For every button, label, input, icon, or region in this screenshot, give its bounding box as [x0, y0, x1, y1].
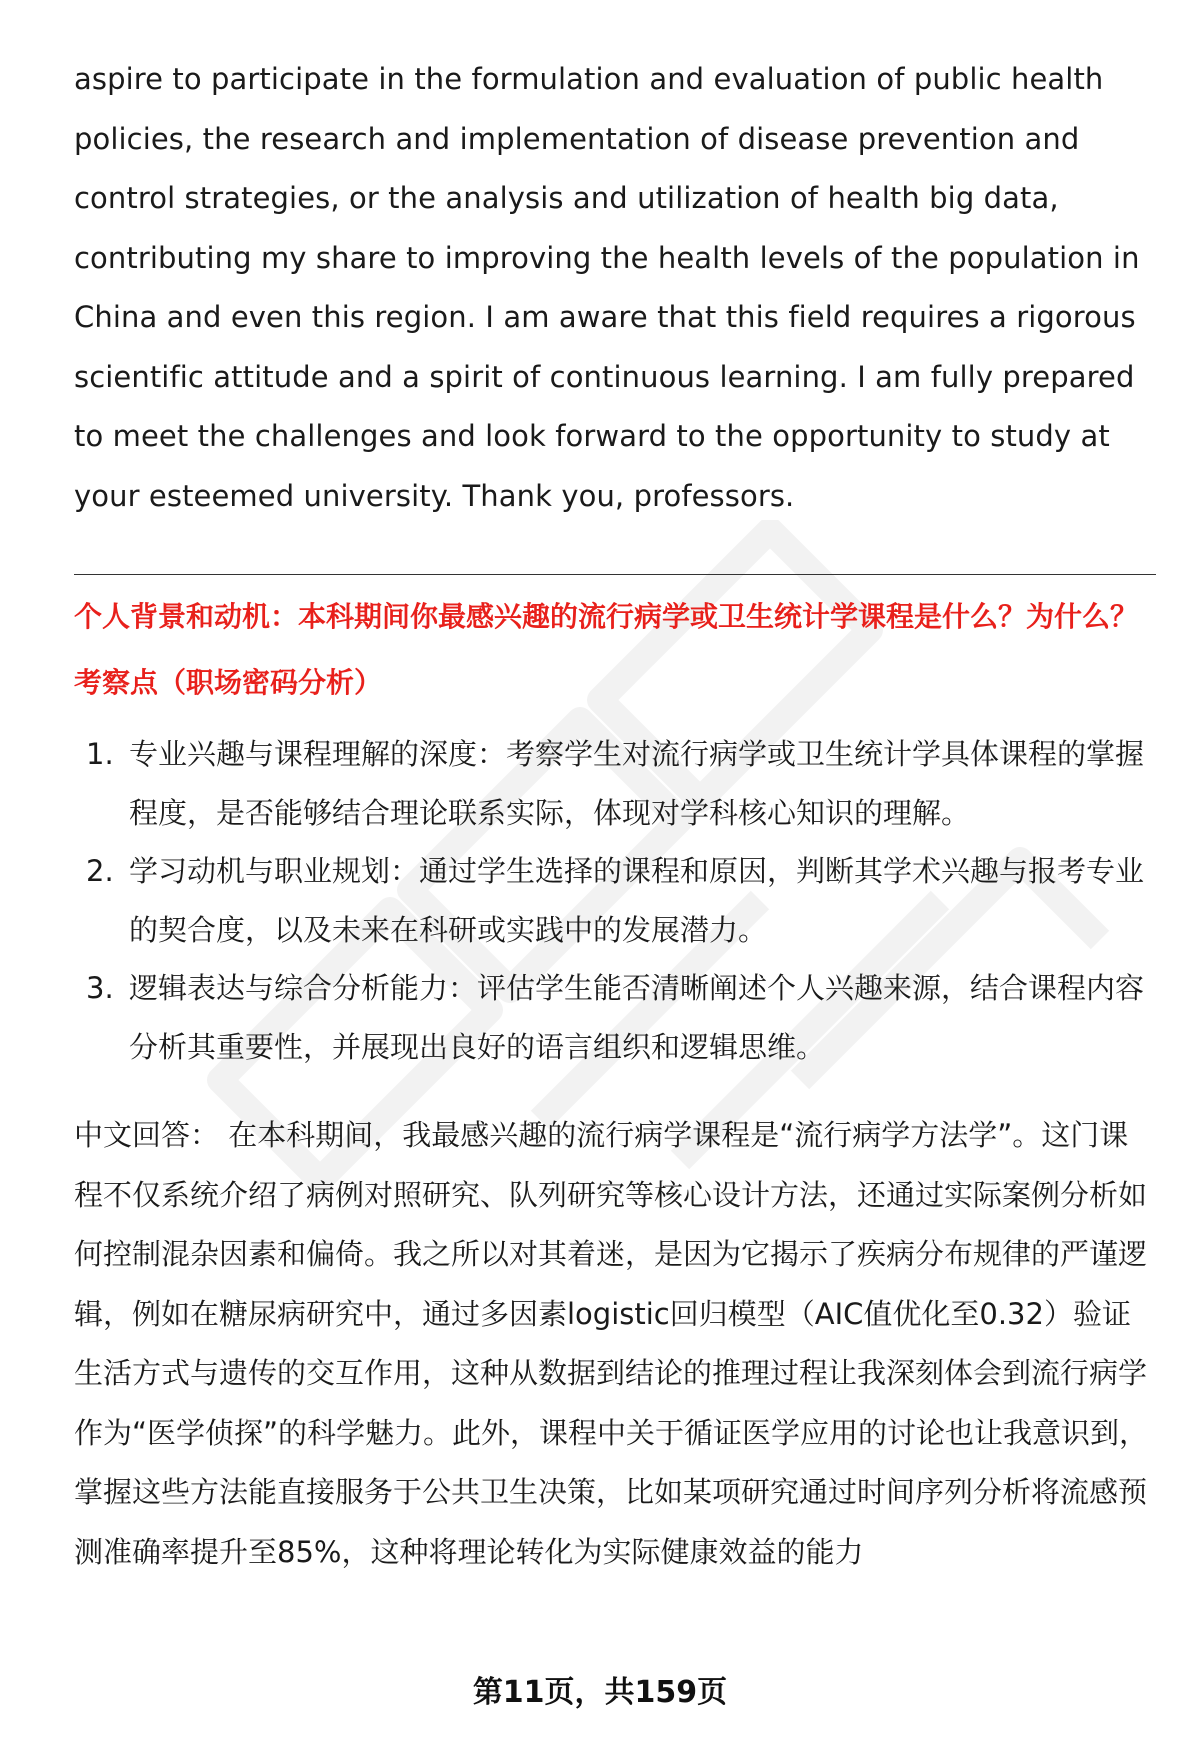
question-heading: 个人背景和动机：本科期间你最感兴趣的流行病学或卫生统计学课程是什么？为什么？ — [74, 600, 1139, 633]
list-text: 逻辑表达与综合分析能力：评估学生能否清晰阐述个人兴趣来源，结合课程内容分析其重要性，并展现出良好的语言组织和逻辑思维。 — [129, 971, 1145, 1064]
list-item — [74, 959, 1156, 1076]
list-number: 3. — [86, 971, 114, 1005]
list-item — [74, 725, 1156, 842]
section-divider — [74, 574, 1156, 575]
points-list — [74, 725, 1156, 1076]
list-item — [74, 842, 1156, 959]
document-page — [74, 50, 1156, 1582]
section-title: 考察点（职场密码分析） — [74, 666, 383, 699]
intro-paragraph: aspire to participate in the formulation and evaluation of public health policies, the research and implementation of disease prevention and control strategies, or the analysis and utilization of health big data, contributing my share to improving the health levels of the population in China and even this region. I am aware that this field requires a rigorous scientific attitude and a spirit of continuous learning. I am fully prepared to meet the challenges and look forward to the opportunity to study at your esteemed university. Thank you, professors. — [74, 62, 1140, 513]
list-text: 专业兴趣与课程理解的深度：考察学生对流行病学或卫生统计学具体课程的掌握程度，是否能够结合理论联系实际，体现对学科核心知识的理解。 — [129, 737, 1145, 830]
page-footer: 第11页，共159页 — [472, 1675, 728, 1710]
list-number: 2. — [86, 854, 114, 888]
list-number: 1. — [86, 737, 114, 771]
list-text: 学习动机与职业规划：通过学生选择的课程和原因，判断其学术兴趣与报考专业的契合度，以及未来在科研或实践中的发展潜力。 — [129, 854, 1145, 947]
answer-paragraph: 中文回答： 在本科期间，我最感兴趣的流行病学课程是“流行病学方法学”。这门课程不仅系统介绍了病例对照研究、队列研究等核心设计方法，还通过实际案例分析如何控制混杂因素和偏倚。我之所以对其着迷，是因为它揭示了疾病分布规律的严谨逻辑，例如在糖尿病研究中，通过多因素logistic回归模型（AIC值优化至0.32）验证生活方式与遗传的交互作用，这种从数据到结论的推理过程让我深刻体会到流行病学作为“医学侦探”的科学魅力。此外，课程中关于循证医学应用的讨论也让我意识到，掌握这些方法能直接服务于公共卫生决策，比如某项研究通过时间序列分析将流感预测准确率提升至85%，这种将理论转化为实际健康效益的能力 — [74, 1118, 1149, 1569]
